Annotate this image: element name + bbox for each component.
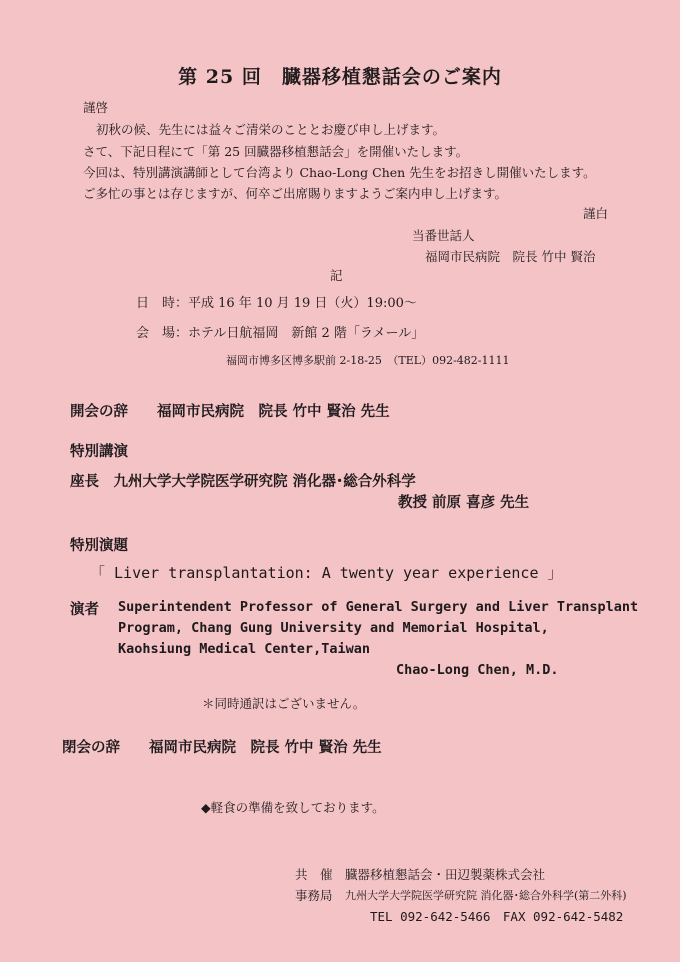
topic-heading: 特別演題 (70, 537, 128, 554)
interpretation-note: ＊同時通訳はございません。 (202, 696, 366, 711)
lecture-topic: 「 Liver transplantation: A twenty year experience 」 (90, 564, 563, 582)
office: 九州大学大学院医学研究院 消化器･総合外科学(第二外科) (345, 889, 627, 902)
speaker-affiliation-1: Superintendent Professor of General Surgery and Liver Transplant (118, 599, 639, 615)
salutation: 謹啓 (83, 100, 109, 115)
sender-role: 当番世話人 (412, 228, 475, 243)
speaker-affiliation-2: Program, Chang Gung University and Memorial Hospital, (118, 620, 549, 636)
office-label: 事務局 (295, 888, 333, 903)
event-venue: 会 場：ホテル日航福岡 新館 2 階「ラメール」 (136, 326, 425, 341)
contact-numbers: TEL 092-642-5466 FAX 092-642-5482 (370, 909, 624, 924)
ki-mark: 記 (330, 268, 343, 283)
letter-line-1: 初秋の候、先生には益々ご清栄のこととお慶び申し上げます。 (96, 122, 446, 137)
letter-line-4: ご多忙の事とは存じますが、何卒ご出席賜りますようご案内申し上げます。 (83, 186, 508, 201)
event-date: 日 時：平成 16 年 10 月 19 日（火）19:00～ (136, 296, 417, 311)
speaker-name: Chao-Long Chen, M.D. (396, 662, 559, 678)
cohost-label: 共 催 (295, 867, 333, 882)
chair-line-2: 教授 前原 喜彦 先生 (398, 494, 530, 511)
speaker-affiliation-3: Kaohsiung Medical Center,Taiwan (118, 641, 370, 657)
cohost: 臓器移植懇話会・田辺製薬株式会社 (345, 867, 546, 882)
chair-line-1: 座長 九州大学大学院医学研究院 消化器･総合外科学 (70, 473, 416, 490)
document-title: 第 25 回 臓器移植懇話会のご案内 (178, 66, 502, 88)
meal-note: ◆軽食の準備を致しております。 (201, 800, 385, 815)
letter-line-2: さて、下記日程にて「第 25 回臓器移植懇話会」を開催いたします。 (83, 144, 469, 159)
opening-remarks: 開会の辞 福岡市民病院 院長 竹中 賢治 先生 (70, 403, 390, 420)
letter-line-3: 今回は、特別講演講師として台湾より Chao-Long Chen 先生をお招きし開催いたします。 (83, 165, 596, 180)
special-lecture-heading: 特別講演 (70, 443, 128, 460)
letter-closing: 謹白 (583, 206, 609, 221)
sender-name: 福岡市民病院 院長 竹中 賢治 (425, 249, 596, 264)
closing-remarks: 閉会の辞 福岡市民病院 院長 竹中 賢治 先生 (62, 739, 382, 756)
venue-address: 福岡市博多区博多駅前 2-18-25 （TEL）092-482-1111 (226, 354, 510, 367)
speaker-label: 演者 (70, 601, 99, 618)
